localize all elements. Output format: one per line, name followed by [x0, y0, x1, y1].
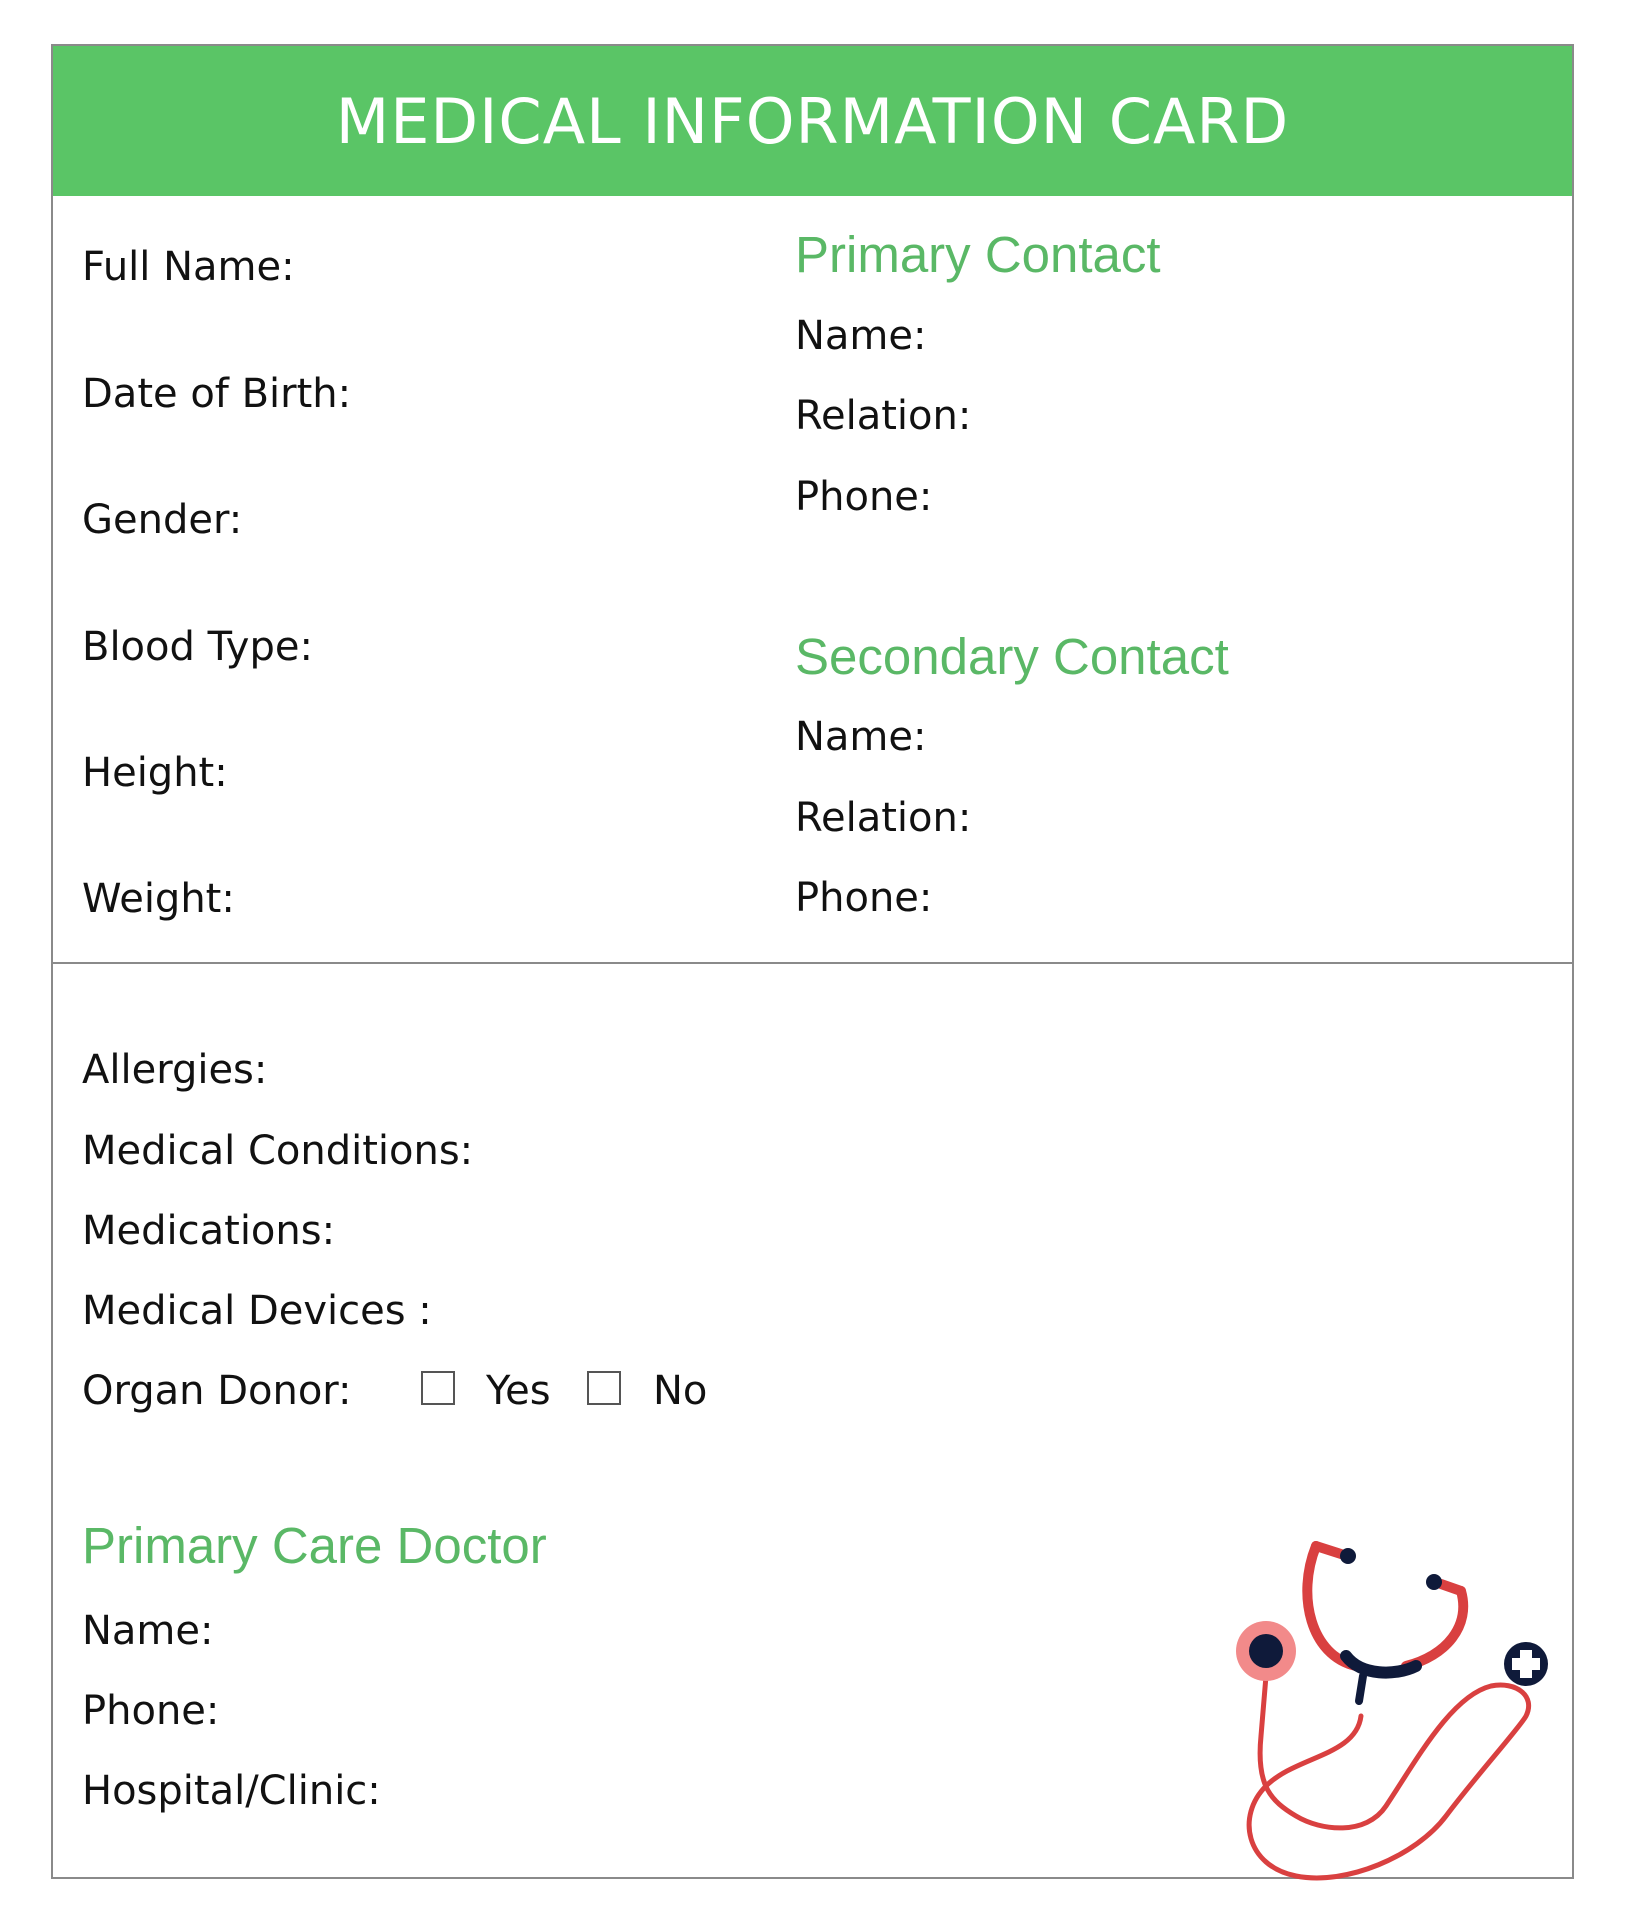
card-header [53, 46, 1572, 196]
primary-contact-name-label: Name: [795, 313, 927, 359]
gender-label: Gender: [82, 497, 243, 543]
secondary-contact-phone-label: Phone: [795, 875, 933, 921]
secondary-contact-heading: Secondary Contact [795, 628, 1229, 685]
section-divider [53, 962, 1572, 964]
date-of-birth-label: Date of Birth: [82, 371, 352, 417]
stethoscope-icon [1236, 1486, 1576, 1886]
medical-conditions-label: Medical Conditions: [82, 1128, 474, 1174]
medications-label: Medications: [82, 1208, 336, 1254]
primary-contact-heading: Primary Contact [795, 226, 1161, 283]
organ-donor-yes-checkbox[interactable] [421, 1371, 455, 1405]
hospital-clinic-label: Hospital/Clinic: [82, 1768, 381, 1814]
primary-contact-phone-label: Phone: [795, 474, 933, 520]
primary-contact-relation-label: Relation: [795, 393, 972, 439]
organ-donor-no-checkbox[interactable] [587, 1371, 621, 1405]
doctor-phone-label: Phone: [82, 1688, 220, 1734]
weight-label: Weight: [82, 876, 235, 922]
primary-care-doctor-heading: Primary Care Doctor [82, 1517, 547, 1574]
height-label: Height: [82, 750, 228, 796]
medical-information-card [51, 44, 1574, 1879]
allergies-label: Allergies: [82, 1047, 268, 1093]
secondary-contact-relation-label: Relation: [795, 795, 972, 841]
organ-donor-label: Organ Donor: [82, 1368, 352, 1414]
doctor-name-label: Name: [82, 1608, 214, 1654]
full-name-label: Full Name: [82, 244, 295, 290]
card-title: MEDICAL INFORMATION CARD [335, 84, 1290, 158]
blood-type-label: Blood Type: [82, 624, 313, 670]
medical-devices-label: Medical Devices : [82, 1288, 432, 1334]
organ-donor-no-label: No [653, 1368, 708, 1414]
medical-cross-icon [1504, 1642, 1548, 1686]
secondary-contact-name-label: Name: [795, 714, 927, 760]
organ-donor-yes-label: Yes [486, 1368, 551, 1414]
